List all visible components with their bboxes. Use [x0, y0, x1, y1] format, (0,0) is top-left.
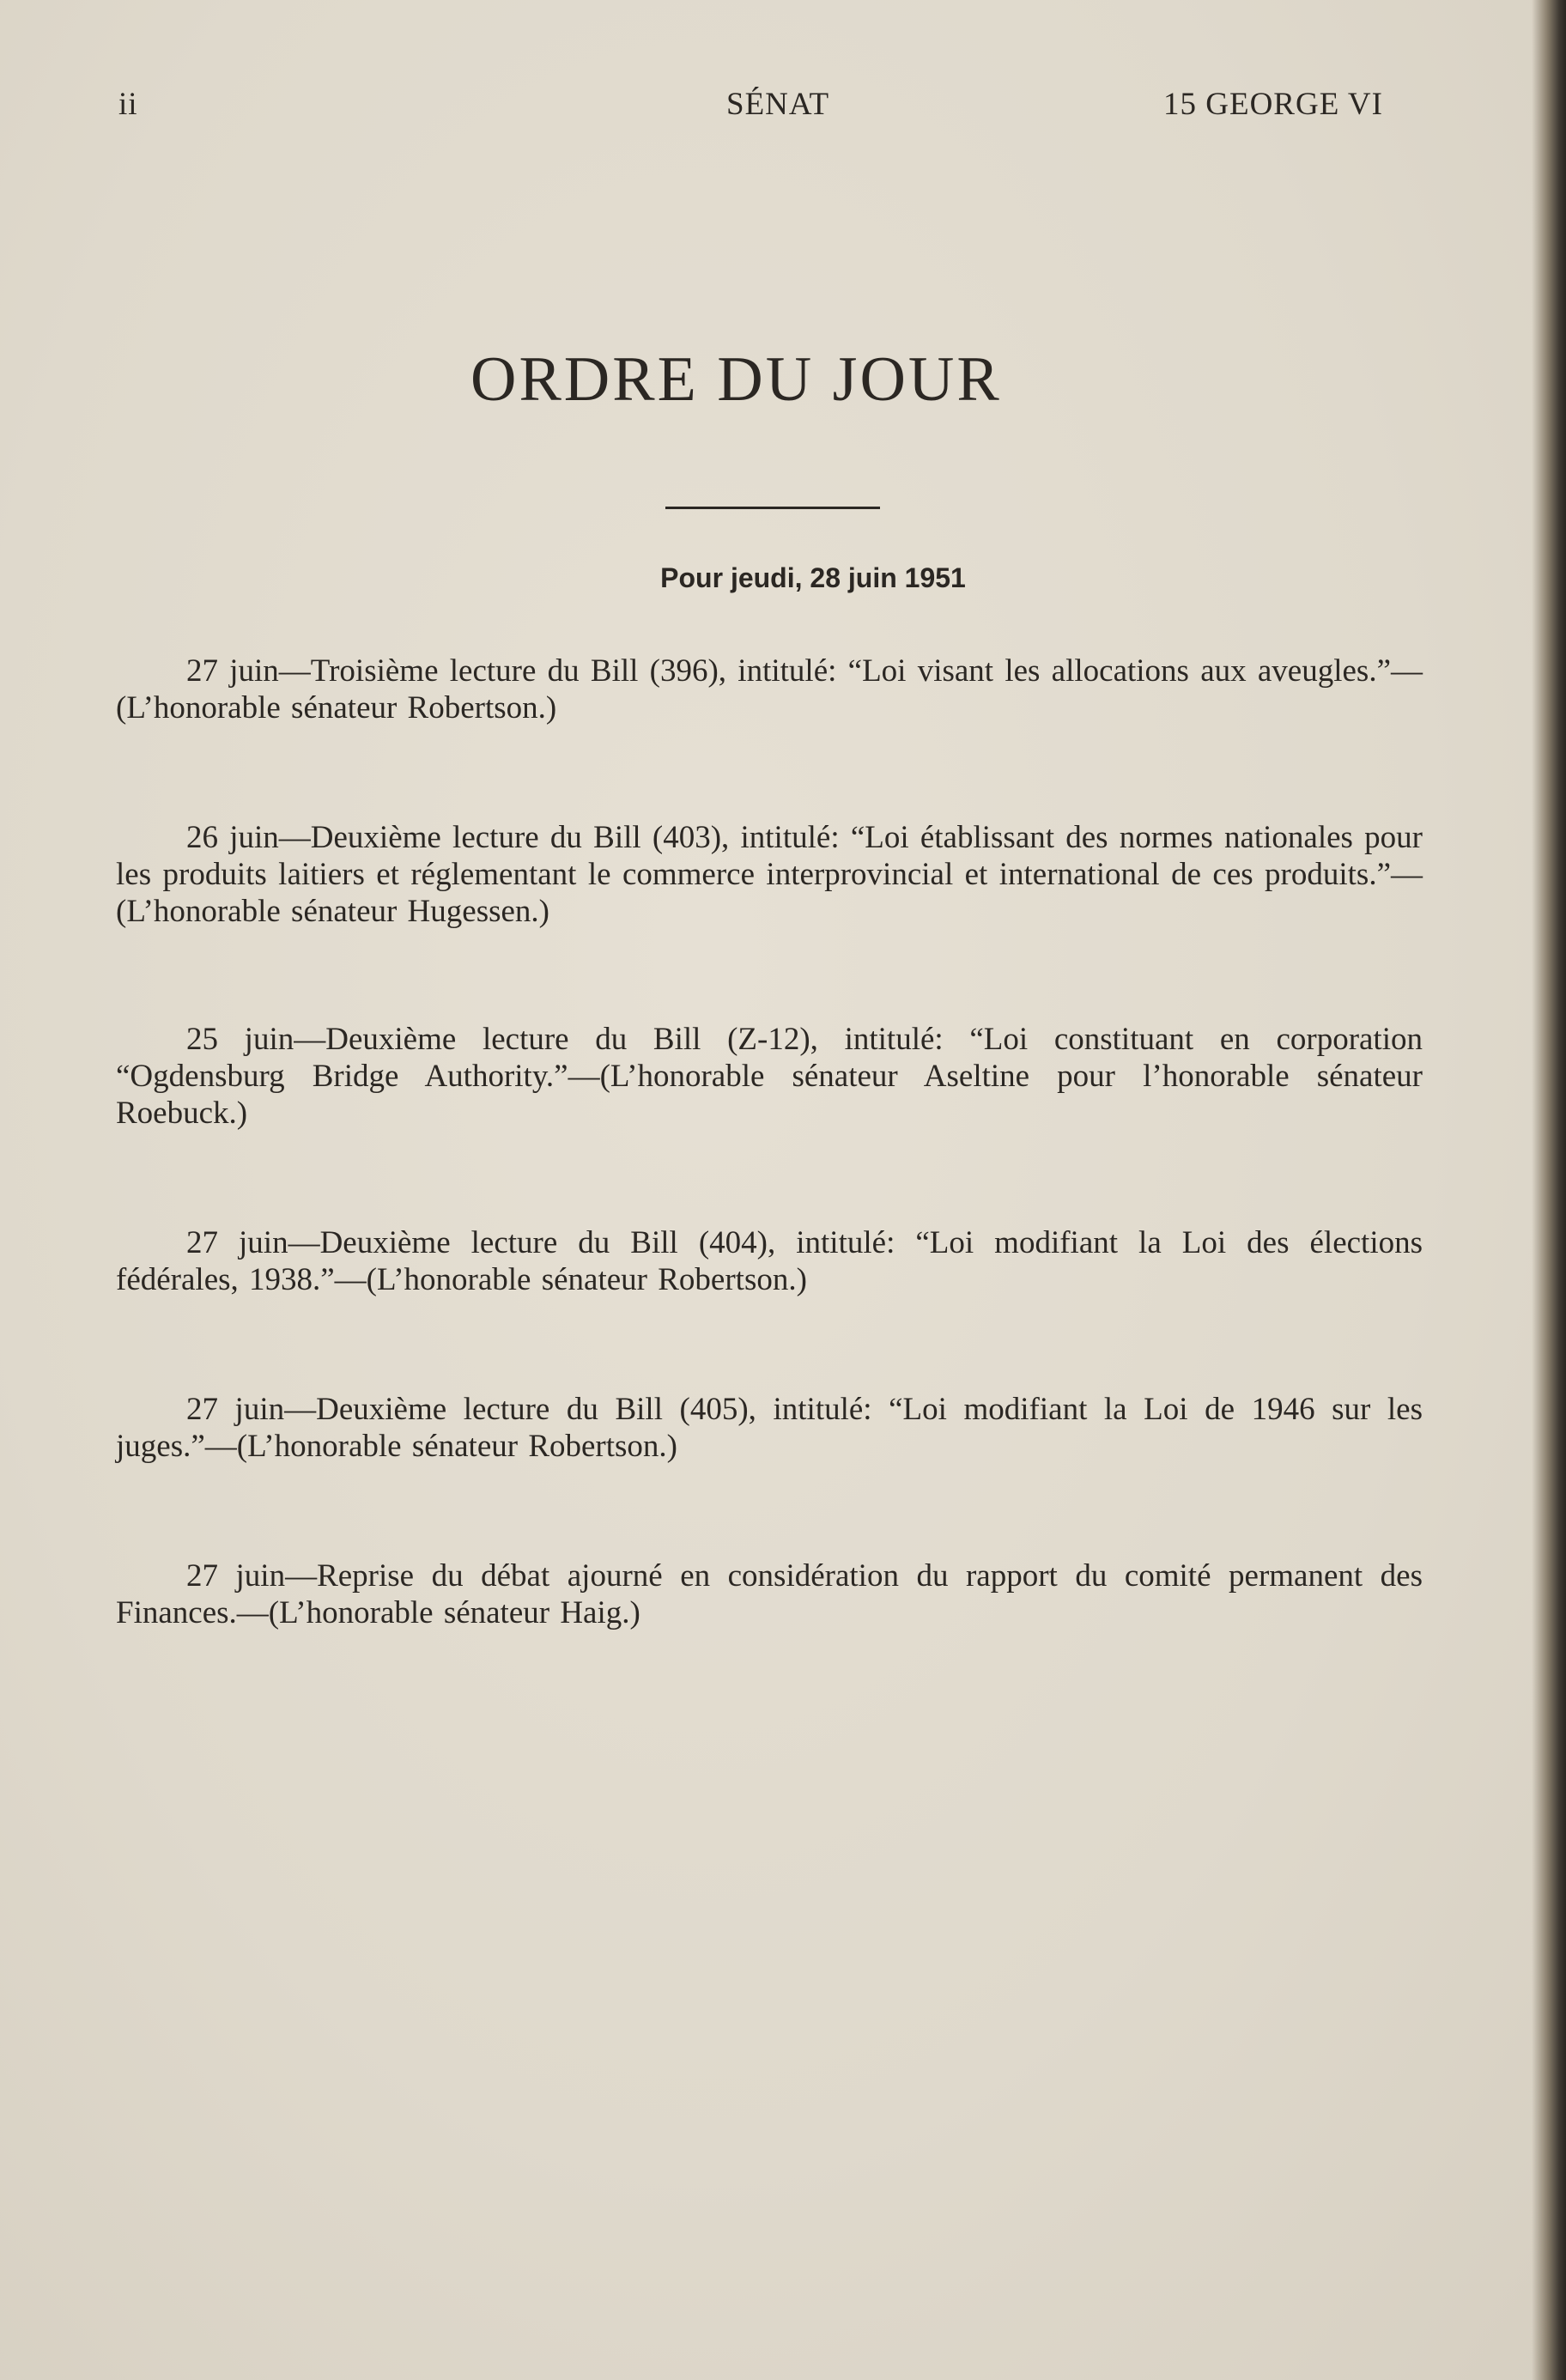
page-number: ii	[118, 87, 138, 122]
order-item: 26 juin—Deuxième lecture du Bill (403), intitulé: “Loi établissant des normes nationales pour les produits laitiers et réglementant le commerce interprovincial et international de ces produits.”—(L’honorable sénateur Hugessen.)	[116, 820, 1423, 929]
order-items	[116, 653, 1423, 1724]
title-rule	[665, 507, 880, 509]
header-center: SÉNAT	[726, 87, 830, 122]
date-line: Pour jeudi, 28 juin 1951	[660, 562, 966, 593]
order-item: 27 juin—Troisième lecture du Bill (396), intitulé: “Loi visant les allocations aux aveugles.”—(L’honorable sénateur Robertson.)	[116, 653, 1423, 726]
order-item: 25 juin—Deuxième lecture du Bill (Z-12), intitulé: “Loi constituant en corporation “Ogdensburg Bridge Authority.”—(L’honorable sénateur Aseltine pour l’honorable sénateur Roebuck.)	[116, 1022, 1423, 1131]
page-binding-edge	[1532, 0, 1566, 2380]
page-title: ORDRE DU JOUR	[470, 344, 1002, 415]
order-item: 27 juin—Deuxième lecture du Bill (405), intitulé: “Loi modifiant la Loi de 1946 sur les juges.”—(L’honorable sénateur Robertson.)	[116, 1392, 1423, 1464]
running-header	[0, 86, 1566, 129]
header-right: 15 GEORGE VI	[1163, 87, 1383, 122]
order-item: 27 juin—Reprise du débat ajourné en considération du rapport du comité permanent des Finances.—(L’honorable sénateur Haig.)	[116, 1558, 1423, 1630]
order-item: 27 juin—Deuxième lecture du Bill (404), intitulé: “Loi modifiant la Loi des élections fédérales, 1938.”—(L’honorable sénateur Robertson.)	[116, 1225, 1423, 1297]
